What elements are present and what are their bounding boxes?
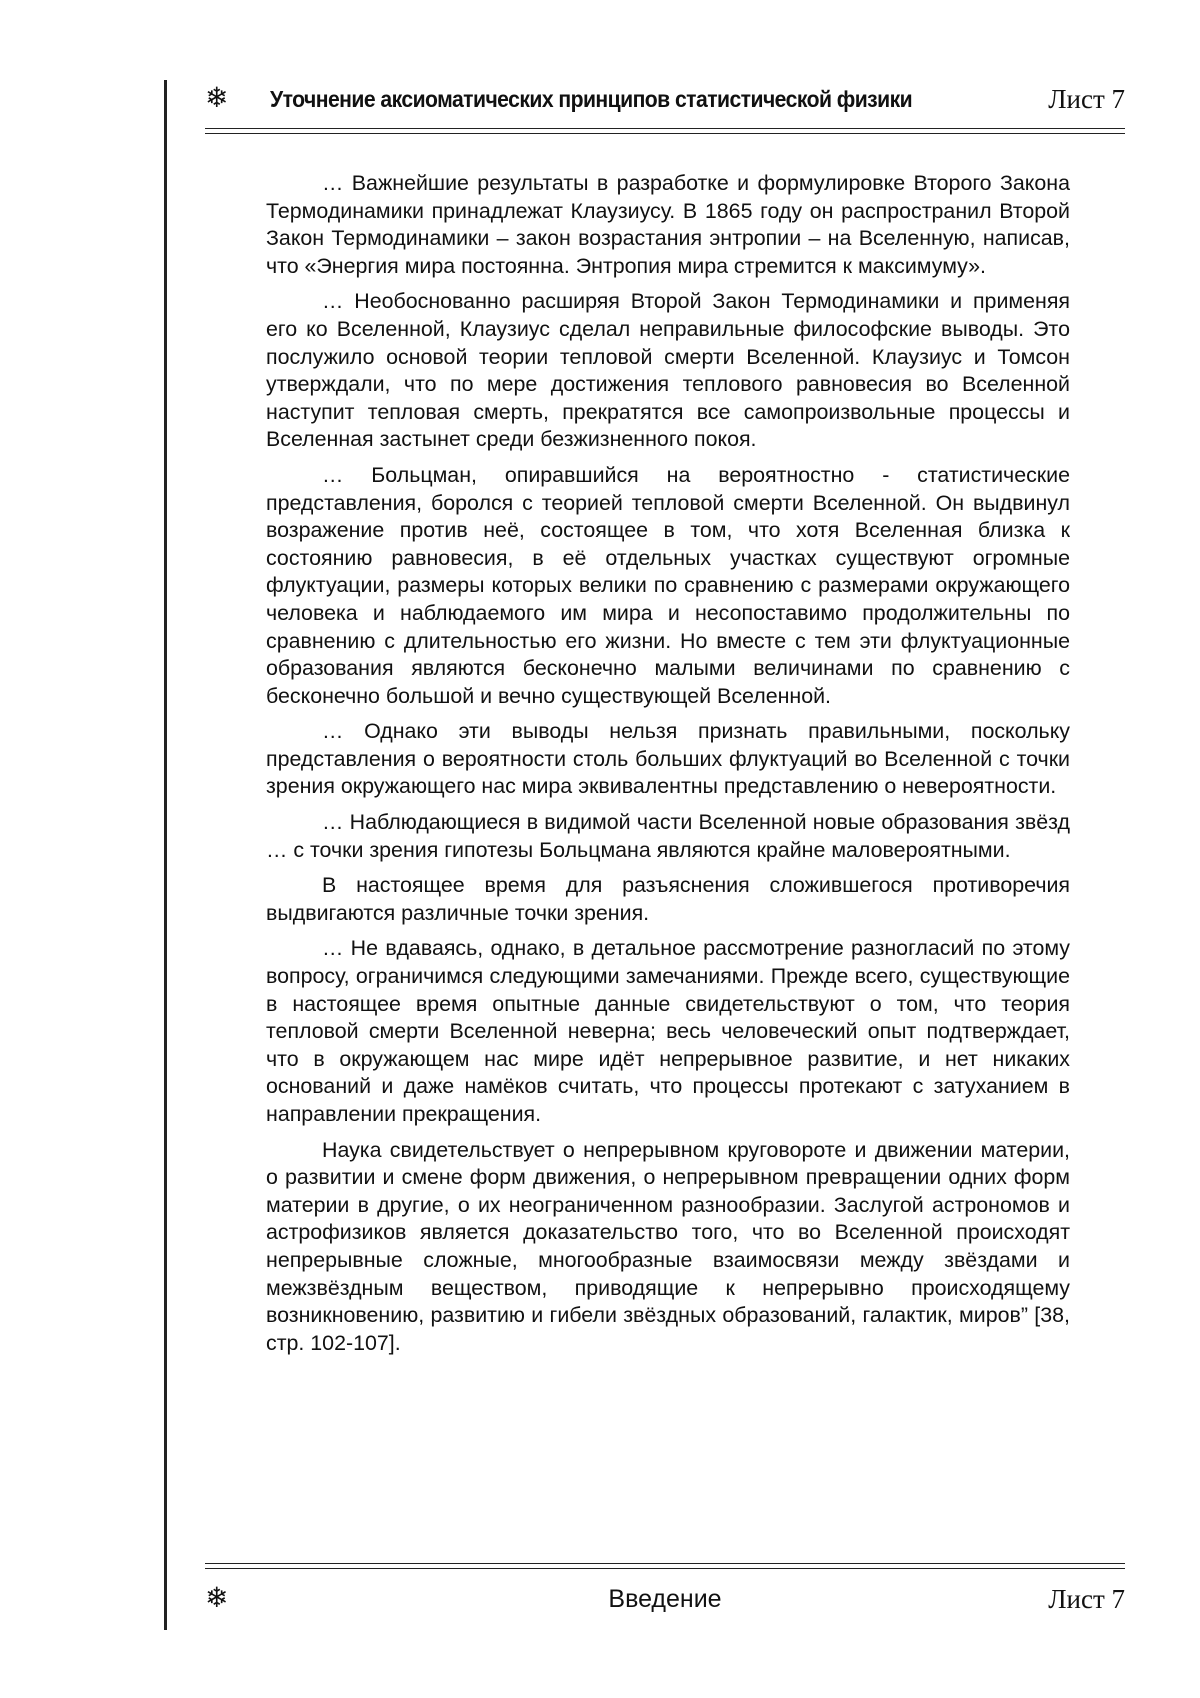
paragraph: В настоящее время для разъяснения сложившегося противоречия выдвигаются различные точки зрения. <box>266 873 1070 925</box>
paragraph: … Наблюдающиеся в видимой части Вселенной новые образования звёзд … с точки зрения гипотезы Больцмана являются крайне маловероятными. <box>266 810 1070 862</box>
body-text <box>266 170 1070 1365</box>
paragraph: … Не вдаваясь, однако, в детальное рассмотрение разногласий по этому вопросу, ограничимся следующими замечаниями. Прежде всего, существующие в настоящее время опытные данные свидетельствуют о том, что теория тепловой смерти Вселенной неверна; весь человеческий опыт подтверждает, что в окружающем нас мире идёт непрерывное развитие, и нет никаких оснований и даже намёков считать, что процессы протекают с затуханием в направлении прекращения. <box>266 936 1070 1126</box>
left-margin-line <box>164 80 167 1630</box>
header-title: Уточнение аксиоматических принципов статистической физики <box>270 86 913 112</box>
footer-double-rule <box>205 1563 1125 1569</box>
paragraph: … Важнейшие результаты в разработке и формулировке Второго Закона Термодинамики принадлежат Клаузиусу. В 1865 году он распространил Второй Закон Термодинамики – закон возрастания энтропии – на Вселенную, написав, что «Энергия мира постоянна. Энтропия мира стремится к максимуму». <box>266 171 1070 278</box>
page-footer <box>205 1578 1125 1622</box>
footer-sheet-number: Лист 7 <box>1048 1584 1125 1614</box>
paragraph: … Необоснованно расширяя Второй Закон Термодинамики и применяя его ко Вселенной, Клаузиус сделал неправильные философские выводы. Это послужило основой теории тепловой смерти Вселенной. Клаузиус и Томсон утверждали, что по мере достижения теплового равновесия во Вселенной наступит тепловая смерть, прекратятся все самопроизвольные процессы и Вселенная застынет среди безжизненного покоя. <box>266 289 1070 452</box>
paragraph: … Больцман, опиравшийся на вероятностно - статистические представления, боролся с теорией тепловой смерти Вселенной. Он выдвинул возражение против неё, состоящее в том, что хотя Вселенная близка к состоянию равновесия, в её отдельных участках существуют огромные флуктуации, размеры которых велики по сравнению с размерами окружающего человека и наблюдаемого им мира и несопоставимо продолжительны по сравнению с длительностью его жизни. Но вместе с тем эти флуктуационные образования являются бесконечно малыми величинами по сравнению с бесконечно большой и вечно существующей Вселенной. <box>266 462 1070 708</box>
header-double-rule <box>205 128 1125 134</box>
snowflake-icon: ❄ <box>205 81 229 114</box>
snowflake-icon: ❄ <box>205 1581 229 1614</box>
paragraph: … Однако эти выводы нельзя признать правильными, поскольку представления о вероятности столь больших флуктуаций во Вселенной с точки зрения окружающего нас мира эквивалентны представлению о невероятности. <box>266 719 1070 799</box>
header-sheet-number: Лист 7 <box>1048 84 1125 114</box>
page-header <box>205 78 1125 122</box>
footer-title: Введение <box>608 1585 722 1613</box>
paragraph: Наука свидетельствует о непрерывном круговороте и движении материи, о развитии и смене форм движения, о непрерывном превращении одних форм материи в другие, о их неограниченном разнообразии. Заслугой астрономов и астрофизиков является доказательство того, что во Вселенной происходят непрерывные сложные, многообразные взаимосвязи между звёздами и межзвёздным веществом, приводящие к непрерывно происходящему возникновению, развитию и гибели звёздных образований, галактик, миров” [38, стр. 102-107]. <box>266 1137 1070 1355</box>
